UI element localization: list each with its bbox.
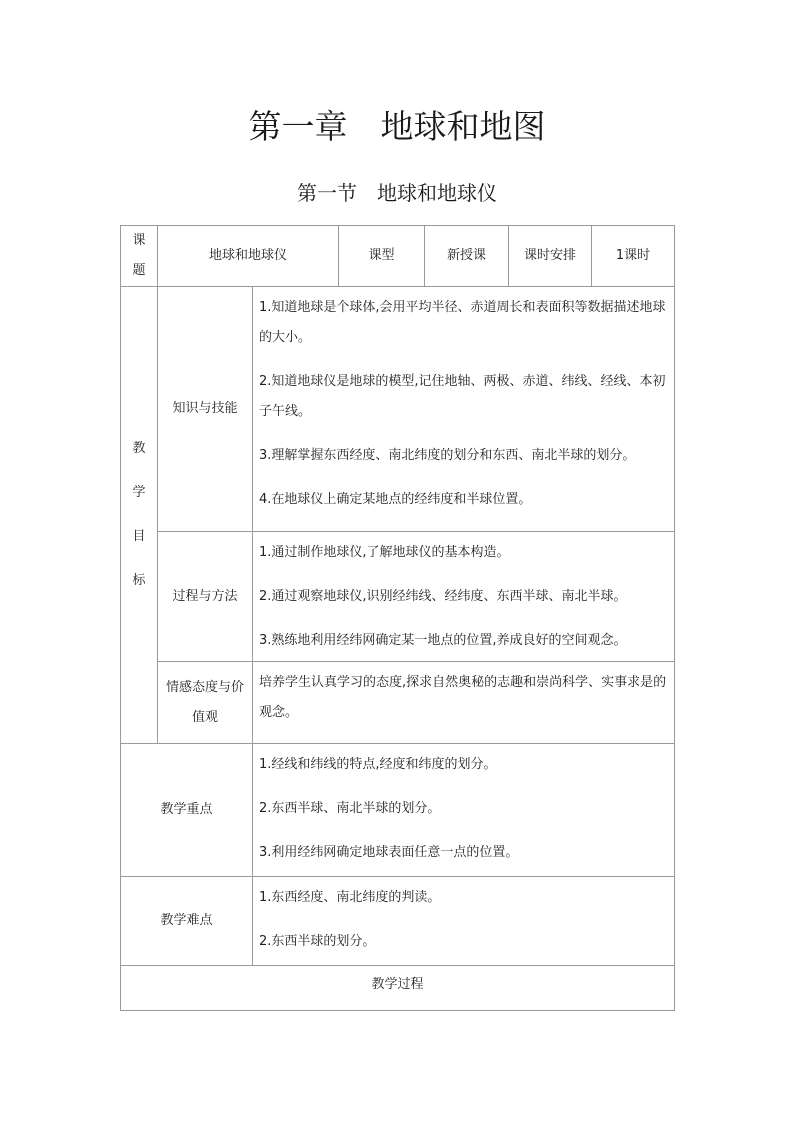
emotion-content: 培养学生认真学习的态度,探求自然奥秘的志趣和崇尚科学、实事求是的观念。 (253, 662, 675, 744)
objectives-label-char: 教 (132, 441, 146, 456)
objectives-label (121, 287, 158, 744)
hours-label: 课时安排 (509, 226, 592, 287)
key-point-item: 1.经线和纬线的特点,经度和纬度的划分。 (259, 757, 497, 772)
process-label: 过程与方法 (158, 532, 253, 662)
knowledge-item: 1.知道地球是个球体,会用平均半径、赤道周长和表面积等数据描述地球的大小。 (259, 300, 666, 345)
knowledge-content (253, 287, 675, 532)
process-content (253, 532, 675, 662)
process-item: 2.通过观察地球仪,识别经纬线、经纬度、东西半球、南北半球。 (259, 589, 627, 604)
emotion-label: 情感态度与价值观 (158, 662, 253, 744)
difficulty-item: 1.东西经度、南北纬度的判读。 (259, 890, 441, 905)
objectives-knowledge-row (121, 287, 675, 532)
hours-value: 1课时 (592, 226, 675, 287)
process-heading: 教学过程 (121, 966, 675, 1011)
knowledge-item: 3.理解掌握东西经度、南北纬度的划分和东西、南北半球的划分。 (259, 448, 636, 463)
knowledge-label: 知识与技能 (158, 287, 253, 532)
lesson-plan-table (120, 225, 675, 1011)
difficulties-content (253, 877, 675, 966)
process-item: 1.通过制作地球仪,了解地球仪的基本构造。 (259, 545, 510, 560)
key-points-content (253, 744, 675, 877)
process-item: 3.熟练地利用经纬网确定某一地点的位置,养成良好的空间观念。 (259, 633, 627, 648)
difficulty-item: 2.东西半球的划分。 (259, 934, 376, 949)
difficulties-label: 教学难点 (121, 877, 253, 966)
difficulties-row (121, 877, 675, 966)
objectives-label-char: 目 (132, 529, 146, 544)
section-title: 第一节 地球和地球仪 (297, 181, 497, 205)
key-points-row (121, 744, 675, 877)
chapter-title: 第一章 地球和地图 (248, 107, 546, 146)
key-point-item: 2.东西半球、南北半球的划分。 (259, 801, 441, 816)
type-value: 新授课 (425, 226, 509, 287)
course-label: 课题 (121, 226, 158, 287)
key-points-label: 教学重点 (121, 744, 253, 877)
process-heading-row (121, 966, 675, 1011)
header-row (121, 226, 675, 287)
knowledge-item: 4.在地球仪上确定某地点的经纬度和半球位置。 (259, 492, 532, 507)
type-label: 课型 (339, 226, 425, 287)
objectives-label-char: 学 (132, 485, 146, 500)
key-point-item: 3.利用经纬网确定地球表面任意一点的位置。 (259, 845, 519, 860)
objectives-label-char: 标 (132, 573, 146, 588)
course-value: 地球和地球仪 (158, 226, 339, 287)
objectives-process-row (121, 532, 675, 662)
objectives-emotion-row (121, 662, 675, 744)
knowledge-item: 2.知道地球仪是地球的模型,记住地轴、两极、赤道、纬线、经线、本初子午线。 (259, 374, 666, 419)
